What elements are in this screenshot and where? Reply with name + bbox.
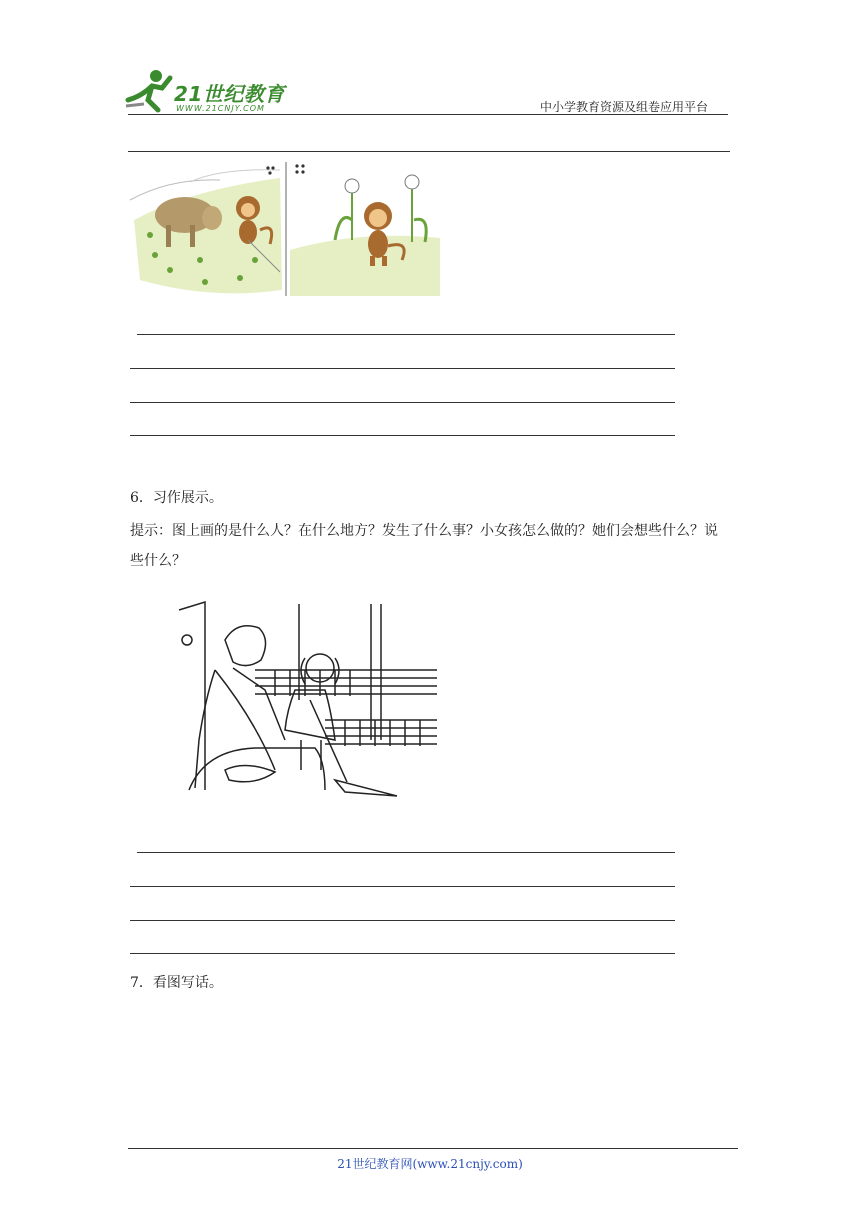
platform-title: 中小学教育资源及组卷应用平台 (540, 100, 709, 114)
question-7-title: 7．看图写话。 (130, 975, 223, 991)
answer-line[interactable] (130, 368, 675, 369)
header-rule (128, 114, 728, 115)
logo-url: WWW.21CNJY.COM (176, 104, 265, 113)
question-6-hint: 提示：图上画的是什么人？在什么地方？发生了什么事？小女孩怎么做的？她们会想些什么？说些什么？ (130, 523, 718, 569)
runner-logo-icon (122, 66, 178, 114)
cow-monkey-illustration (130, 160, 442, 298)
answer-line[interactable] (130, 920, 675, 921)
cleaning-illustration (175, 600, 437, 800)
answer-line[interactable] (130, 953, 675, 954)
footer-link[interactable]: 21世纪教育网(www.21cnjy.com) (337, 1157, 523, 1171)
header-rule-2 (128, 151, 730, 152)
answer-line[interactable] (137, 334, 675, 335)
footer-rule (128, 1148, 738, 1149)
logo-text: 21世纪教育 (174, 82, 285, 106)
answer-line[interactable] (130, 435, 675, 436)
answer-line[interactable] (137, 852, 675, 853)
answer-line[interactable] (130, 886, 675, 887)
answer-line[interactable] (130, 402, 675, 403)
question-6-title: 6．习作展示。 (130, 490, 223, 506)
